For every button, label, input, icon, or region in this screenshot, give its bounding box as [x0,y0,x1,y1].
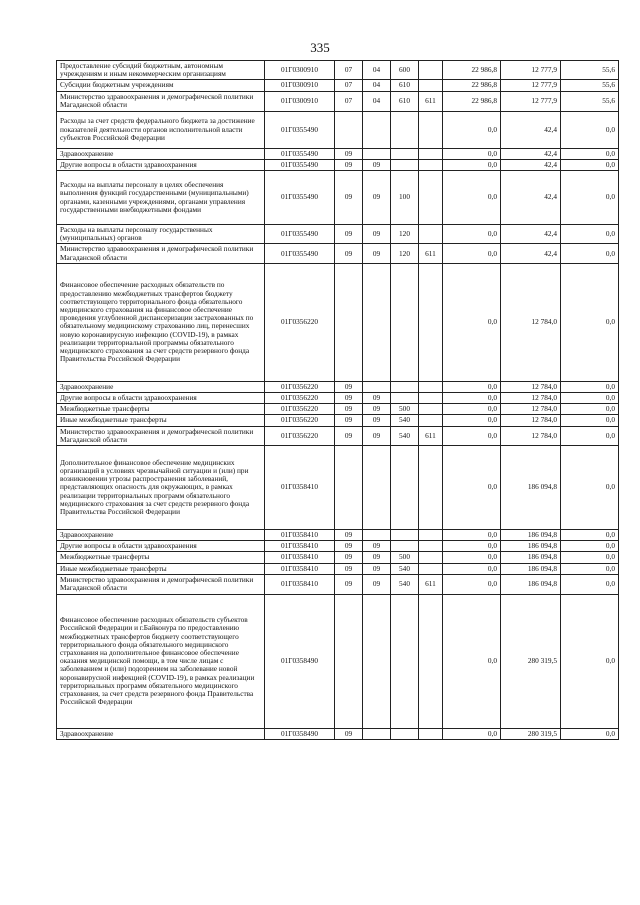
section-code: 09 [335,541,363,552]
planned-amount: 0,0 [443,171,501,225]
executed-amount: 186 094,8 [501,446,561,530]
row-name: Финансовое обеспечение расходных обязательств субъектов Российской Федерации и г.Байконура по предоставлению межбюджетных трансфертов бюджету соответствующего территориального фонда обязательного медицинского страхования на дополнительное финансовое обеспечение оказания медицинской помощи, в том числе лицам с заболеванием и (или) подозрением на заболевание новой коронавирусной инфекцией (COVID-19), в рамках реализации территориальных программ обязательного медицинского страхования, за счет средств резервного фонда Правительства Российской Федерации [57,594,265,728]
administrator-code [419,393,443,404]
expense-type-code [391,393,419,404]
planned-amount: 22 986,8 [443,61,501,80]
administrator-code [419,80,443,91]
planned-amount: 0,0 [443,574,501,594]
administrator-code [419,541,443,552]
execution-percent: 0,0 [561,415,619,426]
table-row [57,404,619,415]
planned-amount: 0,0 [443,244,501,263]
execution-percent: 0,0 [561,563,619,574]
target-code: 01Г0300910 [265,91,335,111]
expense-type-code [391,381,419,392]
expense-type-code [391,594,419,728]
section-code: 09 [335,404,363,415]
row-name: Финансовое обеспечение расходных обязательств по предоставлению межбюджетных трансфертов бюджету соответствующего территориального фонда обязательного медицинского страхования на финансовое обеспечение проведения углубленной диспансеризации застрахованных по обязательному медицинскому страхованию лиц, перенесших новую коронавирусную инфекцию (COVID-19), в рамках реализации территориальной программы обязательного медицинского страхования за счет средств резервного фонда Правительства Российской Федерации [57,263,265,381]
execution-percent: 55,6 [561,80,619,91]
row-name: Министерство здравоохранения и демографической политики Магаданской области [57,244,265,263]
administrator-code [419,381,443,392]
administrator-code [419,159,443,170]
administrator-code [419,552,443,563]
table-body [57,61,619,740]
row-name: Межбюджетные трансферты [57,404,265,415]
subsection-code: 09 [363,244,391,263]
planned-amount: 0,0 [443,594,501,728]
administrator-code [419,530,443,541]
executed-amount: 186 094,8 [501,541,561,552]
executed-amount: 12 784,0 [501,415,561,426]
administrator-code [419,61,443,80]
section-code: 09 [335,574,363,594]
execution-percent: 0,0 [561,225,619,244]
administrator-code: 611 [419,91,443,111]
planned-amount: 0,0 [443,552,501,563]
planned-amount: 0,0 [443,111,501,148]
row-name: Здравоохранение [57,381,265,392]
table-row [57,415,619,426]
table-row [57,244,619,263]
target-code: 01Г0355490 [265,171,335,225]
administrator-code [419,594,443,728]
executed-amount: 280 319,5 [501,728,561,739]
executed-amount: 186 094,8 [501,552,561,563]
planned-amount: 0,0 [443,541,501,552]
subsection-code [363,148,391,159]
subsection-code [363,728,391,739]
section-code [335,111,363,148]
planned-amount: 22 986,8 [443,91,501,111]
expense-type-code [391,148,419,159]
subsection-code: 04 [363,91,391,111]
execution-percent: 0,0 [561,159,619,170]
target-code: 01Г0356220 [265,415,335,426]
execution-percent: 0,0 [561,574,619,594]
administrator-code: 611 [419,426,443,445]
execution-percent: 0,0 [561,148,619,159]
target-code: 01Г0356220 [265,404,335,415]
administrator-code: 611 [419,574,443,594]
row-name: Здравоохранение [57,530,265,541]
row-name: Министерство здравоохранения и демографической политики Магаданской области [57,574,265,594]
table-row [57,426,619,445]
expense-type-code [391,446,419,530]
expense-type-code: 610 [391,91,419,111]
table-row [57,159,619,170]
table-row [57,728,619,739]
expense-type-code: 100 [391,171,419,225]
executed-amount: 12 784,0 [501,263,561,381]
expense-type-code [391,530,419,541]
table-row [57,61,619,80]
target-code: 01Г0358410 [265,574,335,594]
target-code: 01Г0358490 [265,594,335,728]
administrator-code [419,446,443,530]
table-row [57,80,619,91]
section-code: 07 [335,61,363,80]
table-row [57,148,619,159]
expense-type-code: 120 [391,225,419,244]
administrator-code [419,225,443,244]
subsection-code: 09 [363,563,391,574]
execution-percent: 0,0 [561,728,619,739]
row-name: Иные межбюджетные трансферты [57,563,265,574]
section-code [335,594,363,728]
executed-amount: 186 094,8 [501,530,561,541]
execution-percent: 55,6 [561,61,619,80]
row-name: Расходы на выплаты персоналу государственных (муниципальных) органов [57,225,265,244]
section-code [335,446,363,530]
row-name: Предоставление субсидий бюджетным, автономным учреждениям и иным некоммерческим организациям [57,61,265,80]
subsection-code: 09 [363,404,391,415]
section-code: 09 [335,171,363,225]
planned-amount: 0,0 [443,426,501,445]
section-code: 09 [335,381,363,392]
target-code: 01Г0358410 [265,541,335,552]
planned-amount: 0,0 [443,148,501,159]
planned-amount: 0,0 [443,225,501,244]
executed-amount: 12 777,9 [501,80,561,91]
execution-percent: 0,0 [561,530,619,541]
table-row [57,541,619,552]
execution-percent: 0,0 [561,381,619,392]
table-row [57,393,619,404]
expense-type-code: 500 [391,404,419,415]
planned-amount: 0,0 [443,415,501,426]
row-name: Другие вопросы в области здравоохранения [57,393,265,404]
executed-amount: 42,4 [501,244,561,263]
target-code: 01Г0355490 [265,111,335,148]
table-row [57,225,619,244]
target-code: 01Г0358490 [265,728,335,739]
subsection-code: 09 [363,426,391,445]
page-number: 335 [310,40,330,55]
execution-percent: 0,0 [561,111,619,148]
planned-amount: 0,0 [443,393,501,404]
executed-amount: 12 784,0 [501,393,561,404]
target-code: 01Г0355490 [265,244,335,263]
section-code: 07 [335,91,363,111]
section-code: 09 [335,426,363,445]
row-name: Другие вопросы в области здравоохранения [57,541,265,552]
table-row [57,111,619,148]
planned-amount: 0,0 [443,159,501,170]
subsection-code [363,594,391,728]
target-code: 01Г0355490 [265,225,335,244]
section-code: 09 [335,415,363,426]
subsection-code: 09 [363,415,391,426]
execution-percent: 0,0 [561,244,619,263]
subsection-code: 09 [363,393,391,404]
budget-table [56,60,619,740]
section-code: 09 [335,244,363,263]
expense-type-code: 120 [391,244,419,263]
expense-type-code [391,159,419,170]
section-code: 07 [335,80,363,91]
section-code: 09 [335,552,363,563]
execution-percent: 0,0 [561,541,619,552]
planned-amount: 0,0 [443,563,501,574]
table-row [57,171,619,225]
table-row [57,552,619,563]
executed-amount: 42,4 [501,225,561,244]
expense-type-code: 540 [391,563,419,574]
expense-type-code [391,111,419,148]
section-code: 09 [335,159,363,170]
planned-amount: 0,0 [443,404,501,415]
planned-amount: 22 986,8 [443,80,501,91]
planned-amount: 0,0 [443,263,501,381]
section-code: 09 [335,530,363,541]
execution-percent: 0,0 [561,393,619,404]
subsection-code: 09 [363,159,391,170]
target-code: 01Г0358410 [265,552,335,563]
expense-type-code: 540 [391,415,419,426]
subsection-code [363,263,391,381]
table-row [57,594,619,728]
target-code: 01Г0356220 [265,263,335,381]
section-code [335,263,363,381]
row-name: Министерство здравоохранения и демографической политики Магаданской области [57,91,265,111]
executed-amount: 42,4 [501,111,561,148]
expense-type-code [391,541,419,552]
section-code: 09 [335,393,363,404]
planned-amount: 0,0 [443,446,501,530]
row-name: Здравоохранение [57,728,265,739]
executed-amount: 12 777,9 [501,61,561,80]
executed-amount: 12 784,0 [501,426,561,445]
administrator-code [419,171,443,225]
subsection-code: 04 [363,61,391,80]
row-name: Расходы на выплаты персоналу в целях обеспечения выполнения функций государственными (муниципальными) органами, казенными учреждениями, органами управления государственными внебюджетными фондами [57,171,265,225]
row-name: Министерство здравоохранения и демографической политики Магаданской области [57,426,265,445]
execution-percent: 0,0 [561,552,619,563]
administrator-code [419,415,443,426]
execution-percent: 0,0 [561,171,619,225]
expense-type-code: 600 [391,61,419,80]
table-row [57,563,619,574]
expense-type-code: 610 [391,80,419,91]
row-name: Субсидии бюджетным учреждениям [57,80,265,91]
subsection-code: 09 [363,574,391,594]
subsection-code: 04 [363,80,391,91]
administrator-code [419,148,443,159]
target-code: 01Г0356220 [265,381,335,392]
row-name: Дополнительное финансовое обеспечение медицинских организаций в условиях чрезвычайной ситуации и (или) при возникновении угрозы распространения заболеваний, представляющих опасность для окружающих, в рамках реализации территориальных программ обязательного медицинского страхования за счет средств резервного фонда Правительства Российской Федерации [57,446,265,530]
table-row [57,381,619,392]
subsection-code [363,111,391,148]
subsection-code: 09 [363,171,391,225]
subsection-code [363,446,391,530]
expense-type-code [391,263,419,381]
executed-amount: 42,4 [501,171,561,225]
expense-type-code: 500 [391,552,419,563]
table-row [57,263,619,381]
table-row [57,574,619,594]
row-name: Другие вопросы в области здравоохранения [57,159,265,170]
table-row [57,446,619,530]
executed-amount: 186 094,8 [501,574,561,594]
administrator-code [419,404,443,415]
target-code: 01Г0300910 [265,80,335,91]
target-code: 01Г0300910 [265,61,335,80]
target-code: 01Г0358410 [265,446,335,530]
subsection-code: 09 [363,552,391,563]
target-code: 01Г0358410 [265,563,335,574]
administrator-code [419,563,443,574]
execution-percent: 0,0 [561,594,619,728]
section-code: 09 [335,225,363,244]
section-code: 09 [335,148,363,159]
subsection-code [363,381,391,392]
expense-type-code [391,728,419,739]
target-code: 01Г0355490 [265,148,335,159]
planned-amount: 0,0 [443,530,501,541]
row-name: Межбюджетные трансферты [57,552,265,563]
table-row [57,91,619,111]
administrator-code: 611 [419,244,443,263]
execution-percent: 0,0 [561,426,619,445]
expense-type-code: 540 [391,574,419,594]
planned-amount: 0,0 [443,728,501,739]
section-code: 09 [335,728,363,739]
section-code: 09 [335,563,363,574]
executed-amount: 186 094,8 [501,563,561,574]
execution-percent: 0,0 [561,263,619,381]
subsection-code: 09 [363,541,391,552]
executed-amount: 42,4 [501,148,561,159]
executed-amount: 12 777,9 [501,91,561,111]
target-code: 01Г0356220 [265,393,335,404]
target-code: 01Г0355490 [265,159,335,170]
administrator-code [419,263,443,381]
executed-amount: 280 319,5 [501,594,561,728]
target-code: 01Г0356220 [265,426,335,445]
subsection-code: 09 [363,225,391,244]
subsection-code [363,530,391,541]
target-code: 01Г0358410 [265,530,335,541]
execution-percent: 0,0 [561,404,619,415]
executed-amount: 12 784,0 [501,404,561,415]
planned-amount: 0,0 [443,381,501,392]
expense-type-code: 540 [391,426,419,445]
row-name: Расходы за счет средств федерального бюджета за достижение показателей деятельности органов исполнительной власти субъектов Российской Федерации [57,111,265,148]
execution-percent: 0,0 [561,446,619,530]
row-name: Иные межбюджетные трансферты [57,415,265,426]
table-row [57,530,619,541]
executed-amount: 42,4 [501,159,561,170]
administrator-code [419,111,443,148]
row-name: Здравоохранение [57,148,265,159]
administrator-code [419,728,443,739]
execution-percent: 55,6 [561,91,619,111]
executed-amount: 12 784,0 [501,381,561,392]
